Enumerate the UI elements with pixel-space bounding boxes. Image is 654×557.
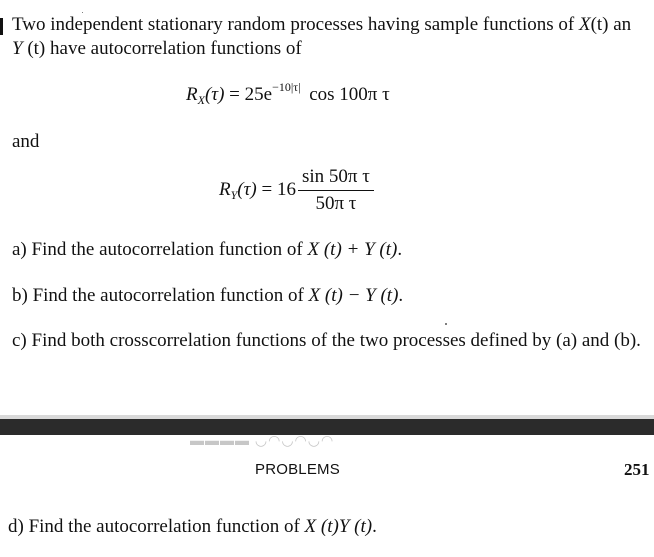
ry-symbol: R xyxy=(219,178,231,200)
page-number: 251 xyxy=(624,460,650,479)
ry-arg: (τ) xyxy=(237,178,257,200)
part-b-text: Find the autocorrelation function of xyxy=(32,285,309,306)
part-b-expression: X (t) − Y (t) xyxy=(308,285,399,306)
part-d xyxy=(8,516,377,538)
problem-intro-line-1 xyxy=(12,14,631,36)
rx-exponent: −10|τ| xyxy=(272,80,301,94)
rx-arg: (τ) xyxy=(204,84,225,105)
part-d-text: Find the autocorrelation function of xyxy=(28,516,305,537)
intro-text-2: have autocorrelation functions of xyxy=(45,38,302,59)
problem-intro-line-2 xyxy=(12,38,302,60)
rx-equals: = xyxy=(229,84,240,105)
print-speck xyxy=(445,323,447,325)
intro-x-symbol: X xyxy=(578,14,591,35)
rx-trig-term: cos 100π τ xyxy=(309,84,390,105)
part-a-period: . xyxy=(397,239,403,260)
rx-coefficient: 25e xyxy=(244,84,273,105)
intro-y-arg: (t) xyxy=(27,38,46,59)
equation-ry xyxy=(219,166,374,215)
part-b xyxy=(12,285,403,307)
bleed-through-ghost-text: ▬▬▬▬ ◡◠◡◠◡◠ xyxy=(190,432,335,448)
part-a-expression: X (t) + Y (t) xyxy=(307,239,398,260)
intro-y-symbol: Y xyxy=(12,38,23,59)
part-d-period: . xyxy=(372,516,377,537)
ry-equals: = xyxy=(261,178,273,200)
equation-rx xyxy=(186,80,390,107)
intro-text: Two independent stationary random processes having sample functions of xyxy=(12,14,579,35)
part-a xyxy=(12,239,402,261)
part-b-period: . xyxy=(398,285,404,306)
rx-symbol: R xyxy=(186,84,198,105)
ry-fraction xyxy=(298,166,374,215)
rx-subscript: X xyxy=(197,93,205,107)
intro-text-tail: an xyxy=(608,14,632,35)
part-a-text: Find the autocorrelation function of xyxy=(31,239,308,260)
ry-numerator: sin 50π τ xyxy=(298,166,374,191)
page-header-title: PROBLEMS xyxy=(255,461,340,478)
margin-bar-mark xyxy=(0,18,3,35)
print-speck xyxy=(82,12,83,13)
intro-x-arg: (t) xyxy=(590,14,609,35)
part-d-expression: X (t)Y (t) xyxy=(304,516,373,537)
ry-denominator: 50π τ xyxy=(315,193,357,214)
part-d-label: d) xyxy=(8,516,24,537)
ry-subscript: Y xyxy=(230,187,238,202)
part-a-label: a) xyxy=(12,239,27,260)
part-b-label: b) xyxy=(12,285,28,306)
part-c-text: Find both crosscorrelation functions of the two processes defined by (a) and (b). xyxy=(31,330,641,351)
connector-and: and xyxy=(12,131,40,152)
part-c xyxy=(12,330,641,352)
ry-coefficient: 16 xyxy=(276,178,296,200)
part-c-label: c) xyxy=(12,330,27,351)
